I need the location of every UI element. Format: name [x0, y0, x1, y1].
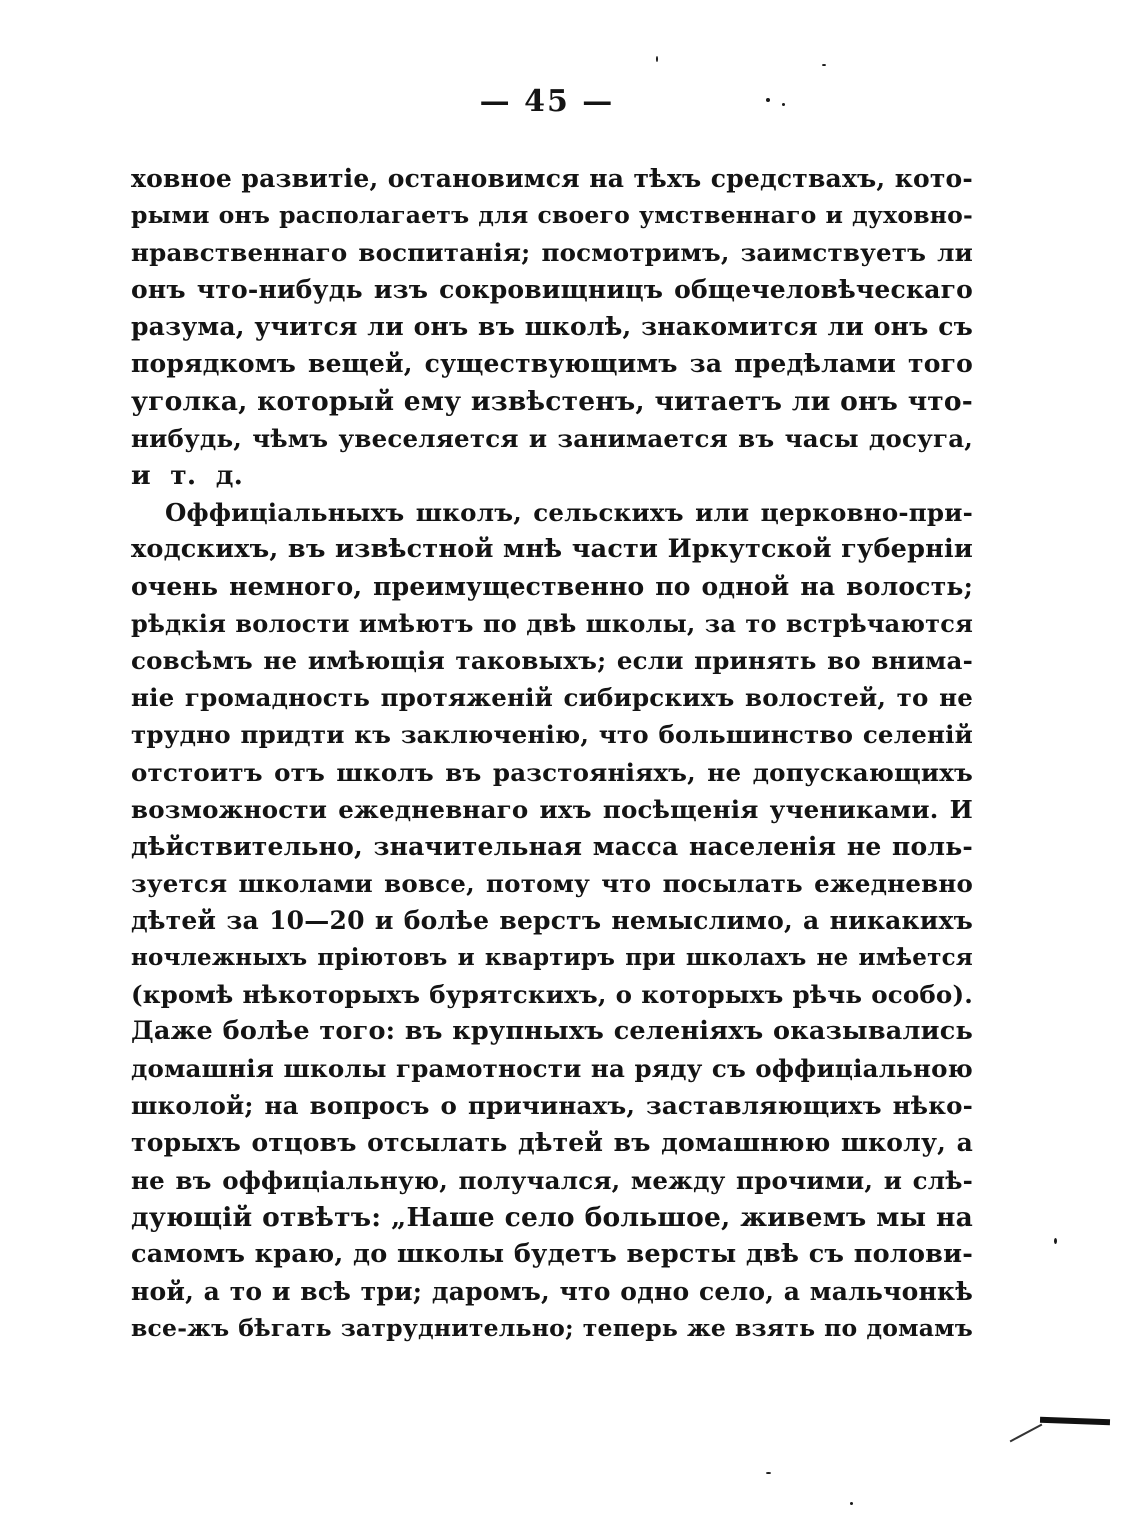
scan-smudge — [1010, 1424, 1043, 1443]
text-line: рѣдкія волости имѣютъ по двѣ школы, за то встрѣчаются — [131, 609, 973, 639]
scan-speck — [656, 56, 658, 62]
scan-speck — [1054, 1238, 1057, 1244]
text-line: (кромѣ нѣкоторыхъ бурятскихъ, о которыхъ рѣчь особо). — [131, 980, 973, 1010]
text-line: торыхъ отцовъ отсылать дѣтей въ домашнюю школу, а — [131, 1128, 973, 1158]
text-line: не въ оффиціальную, получался, между прочими, и слѣ- — [131, 1165, 973, 1195]
scan-speck — [850, 1502, 853, 1505]
scan-speck — [766, 98, 770, 102]
body-text — [131, 160, 973, 1347]
text-line: школой; на вопросъ о причинахъ, заставляющихъ нѣко- — [131, 1091, 973, 1121]
page-number: — 45 — — [479, 84, 615, 119]
text-line: ховное развитіе, остановимся на тѣхъ средствахъ, кото- — [131, 164, 973, 193]
text-line: дующій отвѣтъ: „Наше село большое, живемъ мы на — [131, 1201, 973, 1233]
text-line: совсѣмъ не имѣющія таковыхъ; если принять во внима- — [131, 646, 973, 676]
text-line: отстоитъ отъ школъ въ разстояніяхъ, не допускающихъ — [131, 757, 973, 787]
scan-speck — [782, 103, 785, 106]
text-line: нибудь, чѣмъ увеселяется и занимается въ часы досуга, — [131, 423, 973, 453]
text-line: самомъ краю, до школы будетъ версты двѣ съ полови- — [131, 1238, 973, 1269]
text-line: дѣтей за 10—20 и болѣе верстъ немыслимо, а никакихъ — [131, 905, 973, 935]
text-line: разума, учится ли онъ въ школѣ, знакомится ли онъ съ — [131, 312, 973, 342]
text-line: онъ что-нибудь изъ сокровищницъ общечеловѣческаго — [131, 275, 973, 305]
text-line: трудно придти къ заключенію, что большинство селеній — [131, 720, 973, 750]
text-line: ной, а то и всѣ три; даромъ, что одно село, а мальчонкѣ — [131, 1276, 973, 1306]
text-line: рыми онъ располагаетъ для своего умственнаго и духовно- — [131, 201, 973, 230]
text-line: возможности ежедневнаго ихъ посѣщенія учениками. И — [131, 794, 973, 824]
text-line: зуется школами вовсе, потому что посылать ежедневно — [131, 868, 973, 898]
text-line: очень немного, преимущественно по одной на волость; — [131, 572, 973, 602]
scan-smudge — [1040, 1417, 1110, 1425]
text-line: ніе громадность протяженій сибирскихъ волостей, то не — [131, 683, 973, 713]
text-line: уголка, который ему извѣстенъ, читаетъ ли онъ что- — [131, 385, 973, 417]
scan-speck — [766, 1472, 771, 1474]
text-line: ходскихъ, въ извѣстной мнѣ части Иркутской губерніи — [131, 533, 973, 564]
text-line: домашнія школы грамотности на ряду съ оффиціальною — [131, 1054, 973, 1084]
paragraph-start-line: Оффиціальныхъ школъ, сельскихъ или церковно-при- — [165, 497, 973, 527]
text-line: все-жъ бѣгать затруднительно; теперь же взять по домамъ — [131, 1313, 973, 1342]
text-line: и т. д. — [131, 459, 244, 491]
scan-speck — [822, 64, 826, 66]
text-line: дѣйствительно, значительная масса населенія не поль- — [131, 831, 973, 861]
text-line: порядкомъ вещей, существующимъ за предѣлами того — [131, 349, 973, 379]
text-line: Даже болѣе того: въ крупныхъ селеніяхъ оказывались — [131, 1016, 973, 1047]
text-line: ночлежныхъ пріютовъ и квартиръ при школахъ не имѣется — [131, 943, 973, 971]
text-line: нравственнаго воспитанія; посмотримъ, заимствуетъ ли — [131, 238, 973, 268]
